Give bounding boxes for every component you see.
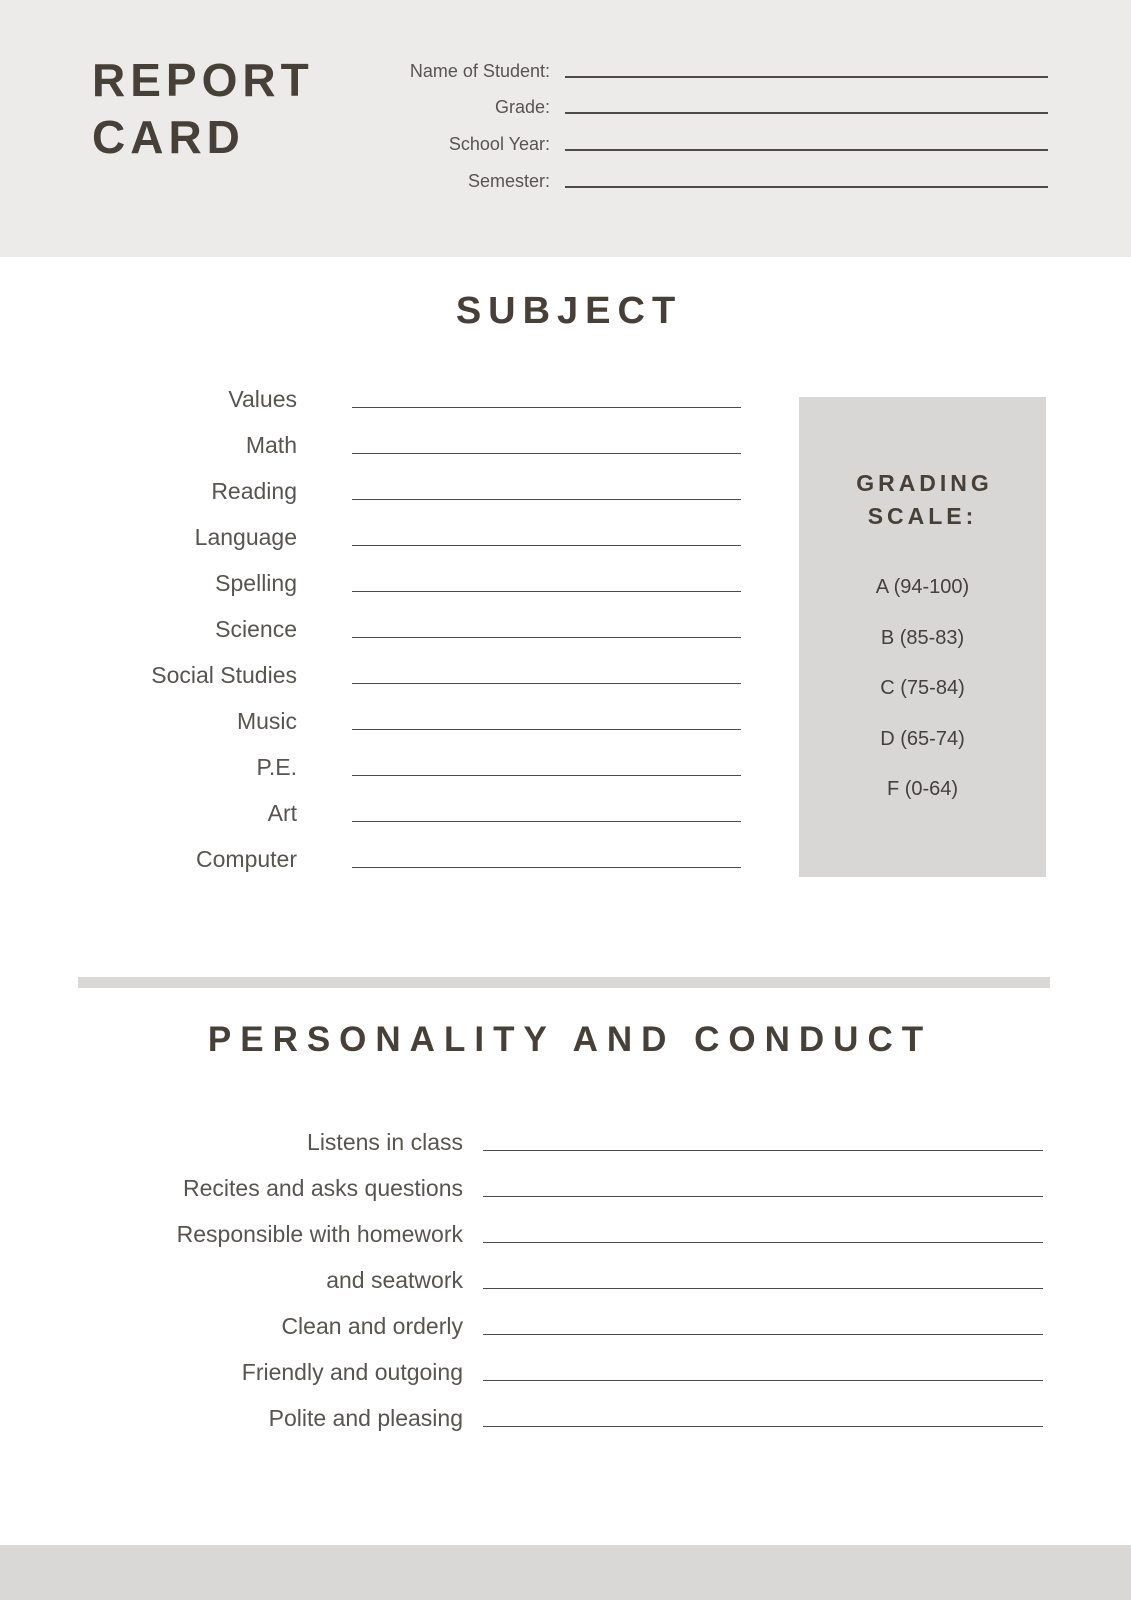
personality-heading: PERSONALITY AND CONDUCT — [207, 1020, 933, 1059]
subject-label: Spelling — [215, 570, 297, 596]
field-row-grade — [240, 82, 1048, 119]
personality-label: Recites and asks questions — [183, 1175, 463, 1201]
music-grade-line[interactable] — [352, 729, 741, 730]
section-divider — [78, 977, 1050, 988]
recites-questions-line[interactable] — [483, 1196, 1043, 1197]
subject-row-computer — [80, 828, 741, 874]
subject-label: Science — [215, 616, 297, 642]
subject-label: Music — [236, 708, 297, 734]
subject-label: Math — [245, 432, 297, 458]
grading-entry-b: B (85-83) — [880, 626, 965, 649]
grading-entry-d: D (65-74) — [880, 727, 965, 750]
field-row-semester — [240, 155, 1048, 192]
bottom-band — [0, 1545, 1131, 1600]
subject-label: Art — [267, 800, 297, 826]
subject-row-language — [80, 506, 741, 552]
subject-label: Computer — [196, 846, 297, 872]
grading-scale-box — [799, 397, 1046, 877]
responsible-homework-line[interactable] — [483, 1242, 1043, 1243]
title-line-1: REPORT — [92, 54, 314, 106]
field-row-school-year — [240, 118, 1048, 155]
subject-row-math — [80, 414, 741, 460]
subject-label: Language — [194, 524, 297, 550]
personality-list — [80, 1111, 1043, 1433]
grading-entry-f: F (0-64) — [886, 778, 959, 800]
field-row-name-of-student — [240, 45, 1048, 82]
subject-label: Reading — [211, 478, 297, 504]
subject-row-values — [80, 368, 741, 414]
personality-label: Clean and orderly — [281, 1313, 463, 1339]
subject-label: Social Studies — [151, 662, 297, 688]
subject-label: Values — [228, 386, 297, 412]
subject-row-science — [80, 598, 741, 644]
semester-input-line[interactable] — [565, 186, 1048, 188]
grade-label: Grade: — [494, 97, 550, 118]
personality-label: and seatwork — [326, 1267, 463, 1293]
grading-scale-list — [799, 562, 1046, 815]
pe-grade-line[interactable] — [352, 775, 741, 776]
name-of-student-label: Name of Student: — [409, 60, 550, 81]
seatwork-line[interactable] — [483, 1288, 1043, 1289]
subject-row-reading — [80, 460, 741, 506]
social-studies-grade-line[interactable] — [352, 683, 741, 684]
student-info-fields — [240, 45, 1048, 192]
name-of-student-input-line[interactable] — [565, 76, 1048, 78]
personality-label: Polite and pleasing — [268, 1405, 463, 1431]
personality-label: Listens in class — [307, 1129, 463, 1155]
grading-entry-c: C (75-84) — [880, 677, 965, 699]
subject-row-pe — [80, 736, 741, 782]
title-line-2: CARD — [92, 111, 245, 163]
friendly-outgoing-line[interactable] — [483, 1380, 1043, 1381]
subject-row-music — [80, 690, 741, 736]
polite-pleasing-line[interactable] — [483, 1426, 1043, 1427]
personality-row-polite — [80, 1387, 1043, 1433]
subject-list — [80, 368, 741, 874]
subject-heading: SUBJECT — [455, 290, 683, 332]
language-grade-line[interactable] — [352, 545, 741, 546]
school-year-label: School Year: — [448, 134, 550, 155]
subject-row-art — [80, 782, 741, 828]
grade-input-line[interactable] — [565, 112, 1048, 114]
personality-row-seatwork — [80, 1249, 1043, 1295]
math-grade-line[interactable] — [352, 453, 741, 454]
subject-label: P.E. — [256, 754, 297, 780]
school-year-input-line[interactable] — [565, 149, 1048, 151]
reading-grade-line[interactable] — [352, 499, 741, 500]
semester-label: Semester: — [467, 170, 550, 191]
computer-grade-line[interactable] — [352, 867, 741, 868]
art-grade-line[interactable] — [352, 821, 741, 822]
personality-row-recites — [80, 1157, 1043, 1203]
grading-entry-a: A (94-100) — [875, 576, 970, 598]
personality-row-listens — [80, 1111, 1043, 1157]
personality-label: Responsible with homework — [176, 1221, 463, 1247]
subject-row-social-studies — [80, 644, 741, 690]
science-grade-line[interactable] — [352, 637, 741, 638]
subject-row-spelling — [80, 552, 741, 598]
personality-row-responsible — [80, 1203, 1043, 1249]
header — [0, 0, 1131, 257]
values-grade-line[interactable] — [352, 407, 741, 408]
spelling-grade-line[interactable] — [352, 591, 741, 592]
personality-row-friendly — [80, 1341, 1043, 1387]
clean-orderly-line[interactable] — [483, 1334, 1043, 1335]
grading-scale-heading: GRADING SCALE: — [856, 470, 993, 529]
personality-label: Friendly and outgoing — [241, 1359, 463, 1385]
personality-row-clean — [80, 1295, 1043, 1341]
listens-in-class-line[interactable] — [483, 1150, 1043, 1151]
